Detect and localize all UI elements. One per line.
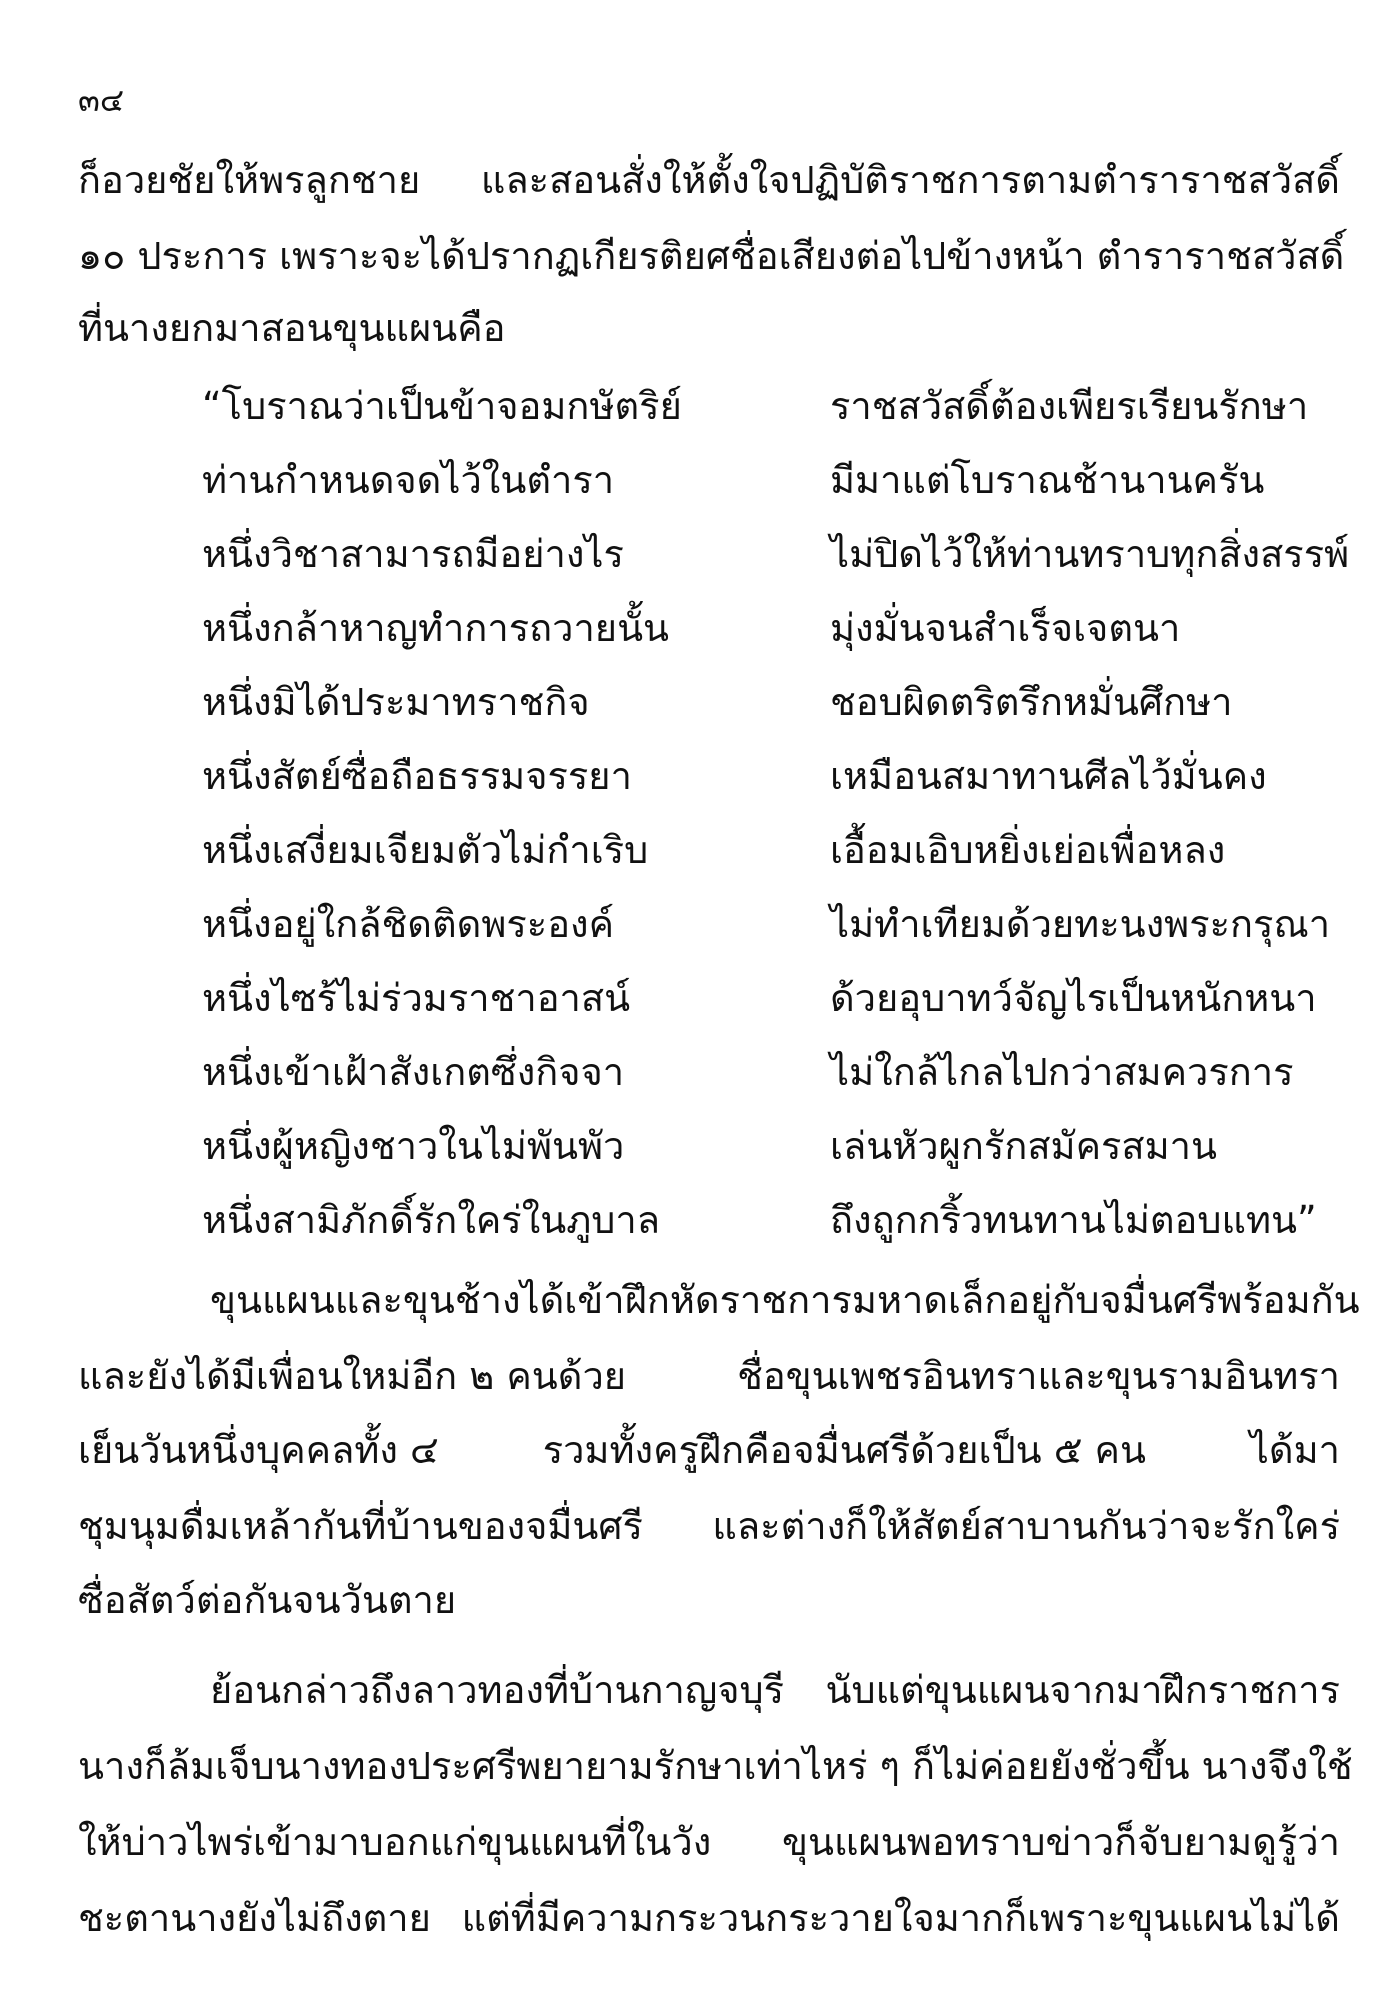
para2-line-4-a: ชุมนุมดื่มเหล้ากันที่บ้านของจมื่นศรี	[78, 1504, 643, 1548]
verse-left: หนึ่งอยู่ใกล้ชิดติดพระองค์	[202, 902, 615, 946]
intro-line-2: ๑๐ ประการ เพราะจะได้ปรากฏเกียรติยศชื่อเสียงต่อไปข้างหน้า ตำราราชสวัสดิ์	[78, 234, 1345, 278]
verse-left: หนึ่งเสงี่ยมเจียมตัวไม่กำเริบ	[202, 828, 649, 872]
verse-right: ไม่ทำเทียมด้วยทะนงพระกรุณา	[830, 902, 1331, 946]
para2-line-5: ซื่อสัตว์ต่อกันจนวันตาย	[78, 1578, 457, 1622]
verse-right: เล่นหัวผูกรักสมัครสมาน	[830, 1124, 1217, 1168]
para2-line-2-a: และยังได้มีเพื่อนใหม่อีก ๒ คนด้วย	[78, 1354, 627, 1398]
verse-right: ราชสวัสดิ์ต้องเพียรเรียนรักษา	[830, 384, 1309, 428]
verse-right: เอื้อมเอิบหยิ่งเย่อเพื่อหลง	[830, 828, 1226, 872]
verse-left: หนึ่งเข้าเฝ้าสังเกตซึ่งกิจจา	[202, 1050, 625, 1094]
intro-line-1-b: และสอนสั่งให้ตั้งใจปฏิบัติราชการตามตำราราชสวัสดิ์	[480, 158, 1340, 202]
para2-line-2	[78, 1348, 1340, 1404]
intro-line-1-a: ก็อวยชัยให้พรลูกชาย	[78, 158, 421, 202]
verse-right: ไม่ปิดไว้ให้ท่านทราบทุกสิ่งสรรพ์	[830, 532, 1350, 576]
verse-right: มีมาแต่โบราณช้านานครัน	[830, 458, 1265, 502]
para3-line-1	[210, 1662, 1340, 1718]
page-number: ๓๔	[78, 81, 125, 119]
para3-line-3-b: ขุนแผนพอทราบข่าวก็จับยามดูรู้ว่า	[782, 1820, 1340, 1864]
para3-line-4	[78, 1890, 1340, 1946]
para3-line-4-b: แต่ที่มีความกระวนกระวายใจมากก็เพราะขุนแผนไม่ได้	[461, 1896, 1340, 1940]
para2-line-3	[78, 1422, 1340, 1478]
para2-line-4-b: และต่างก็ให้สัตย์สาบานกันว่าจะรักใคร่	[712, 1504, 1340, 1548]
intro-line-1	[78, 152, 1340, 208]
para2-line-3-a: เย็นวันหนึ่งบุคคลทั้ง ๔	[78, 1428, 439, 1472]
para2-line-2-b: ชื่อขุนเพชรอินทราและขุนรามอินทรา	[737, 1354, 1340, 1398]
verse-right: มุ่งมั่นจนสำเร็จเจตนา	[830, 606, 1181, 650]
para3-line-2: นางก็ล้มเจ็บนางทองประศรีพยายามรักษาเท่าไหร่ ๆ ก็ไม่ค่อยยังชั่วขึ้น นางจึงใช้	[78, 1744, 1353, 1788]
para2-line-1: ขุนแผนและขุนช้างได้เข้าฝึกหัดราชการมหาดเล็กอยู่กับจมื่นศรีพร้อมกัน	[210, 1278, 1360, 1322]
para3-line-1-b: นับแต่ขุนแผนจากมาฝึกราชการ	[825, 1668, 1340, 1712]
verse-right: ชอบผิดตริตรึกหมั่นศึกษา	[830, 680, 1233, 724]
verse-left: หนึ่งกล้าหาญทำการถวายนั้น	[202, 606, 670, 650]
verse-right: ถึงถูกกริ้วทนทานไม่ตอบแทน”	[830, 1198, 1317, 1242]
intro-line-3: ที่นางยกมาสอนขุนแผนคือ	[78, 306, 506, 350]
para2-line-3-b: รวมทั้งครูฝึกคือจมื่นศรีด้วยเป็น ๕ คน	[542, 1428, 1146, 1472]
verse-right: เหมือนสมาทานศีลไว้มั่นคง	[830, 754, 1267, 798]
verse-right: ไม่ใกล้ไกลไปกว่าสมควรการ	[830, 1050, 1294, 1094]
para2-line-4	[78, 1498, 1340, 1554]
verse-left: หนึ่งไซร้ไม่ร่วมราชาอาสน์	[202, 976, 631, 1020]
verse-left: หนึ่งสามิภักดิ์รักใคร่ในภูบาล	[202, 1198, 661, 1242]
para2-line-3-c: ได้มา	[1249, 1428, 1340, 1472]
para3-line-1-a: ย้อนกล่าวถึงลาวทองที่บ้านกาญจบุรี	[210, 1668, 784, 1712]
para3-line-3	[78, 1814, 1340, 1870]
verse-left: หนึ่งสัตย์ซื่อถือธรรมจรรยา	[202, 754, 632, 798]
para3-line-3-a: ให้บ่าวไพร่เข้ามาบอกแก่ขุนแผนที่ในวัง	[78, 1820, 712, 1864]
para3-line-4-a: ชะตานางยังไม่ถึงตาย	[78, 1896, 431, 1940]
verse-left: หนึ่งมิได้ประมาทราชกิจ	[202, 680, 590, 724]
verse-left: หนึ่งวิชาสามารถมีอย่างไร	[202, 532, 624, 576]
verse-left: “โบราณว่าเป็นข้าจอมกษัตริย์	[202, 384, 682, 428]
verse-right: ด้วยอุบาทว์จัญไรเป็นหนักหนา	[830, 976, 1317, 1020]
verse-left: ท่านกำหนดจดไว้ในตำรา	[202, 458, 615, 502]
verse-left: หนึ่งผู้หญิงชาวในไม่พันพัว	[202, 1124, 625, 1168]
